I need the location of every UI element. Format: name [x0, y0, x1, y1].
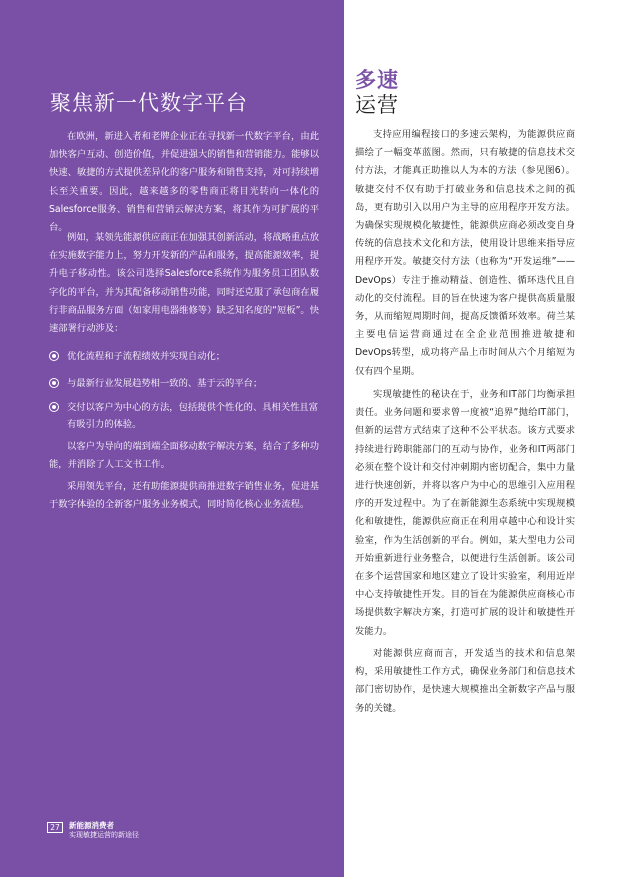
section-title: 聚焦新一代数字平台	[50, 91, 248, 115]
footer-subtitle: 实现敏捷运营的新途径	[69, 831, 139, 839]
heading-main: 运营	[355, 93, 399, 117]
left-paragraph-3: 以客户为导向的端到端全面移动数字解决方案，结合了多种功能，并消除了人工文书工作。	[49, 441, 319, 471]
right-paragraph-3: 对能源供应商而言，开发适当的技术和信息架构，采用敏捷性工作方式，确保业务部门和信息技术部门密切协作，是快速大规模推出全新数字产品与服务的关键。	[355, 648, 575, 714]
footer-title: 新能源消费者	[69, 821, 114, 830]
page-number: 27	[47, 822, 63, 833]
left-paragraph-4: 采用领先平台，还有助能源提供商推进数字销售业务，促进基于数字体验的全新客户服务业务模式，同时简化核心业务流程。	[49, 481, 319, 511]
heading-accent: 多速	[355, 68, 399, 92]
left-paragraph-2: 例如，某领先能源供应商正在加强其创新活动，将战略重点放在实施数字能力上，努力开发新的产品和服务，提高能源效率，提升电子移动性。该公司选择Salesforce系统作为服务员工团队数字化的平台，并为其配备移动销售功能，同时还克服了承包商在履行非商品服务方面（如家用电器维修等）缺乏知名度的“短板”。快速部署行动涉及：	[49, 232, 319, 335]
bullet-text: 与最新行业发展趋势相一致的、基于云的平台；	[67, 378, 263, 389]
bullet-item-3	[49, 399, 319, 433]
bullet-item-1	[49, 348, 319, 365]
bullet-text: 优化流程和子流程绩效并实现自动化；	[67, 351, 226, 362]
bullet-circle-icon	[49, 378, 59, 388]
bullet-text: 交付以客户为中心的方法，包括提供个性化的、具相关性且富有吸引力的体验。	[67, 402, 319, 430]
right-paragraph-2: 实现敏捷性的秘诀在于，业务和IT部门均衡承担责任。业务问题和要求曾一度被“追界”抛给IT部门，但新的运营方式结束了这种不公平状态。该方式要求持续进行跨职能部门的互动与协作，业务和IT两部门必须在整个设计和交付冲刺期内密切配合，集中力量进行快速创新，并将以客户为中心的思维引入应用程序的开发过程中。为了在新能源生态系统中实现规模化和敏捷性，能源供应商正在利用卓越中心和设计实验室，作为生活创新的平台。例如，某大型电力公司开始重新进行业务整合，以便进行生活创新。该公司在多个运营国家和地区建立了设计实验室，利用近岸中心支持敏捷性开发。目的旨在为能源供应商核心市场提供数字解决方案，打造可扩展的设计和敏捷性开发能力。	[355, 389, 575, 637]
left-paragraph-1: 在欧洲，新进入者和老牌企业正在寻找新一代数字平台，由此加快客户互动、创造价值，并促进强大的销售和营销能力。能够以快速、敏捷的方式提供差异化的客户服务和销售支持，对可持续增长至关重要。因此，越来越多的零售商正将目光转向一体化的Salesforce服务、销售和营销云解决方案，将其作为可扩展的平台。	[49, 131, 319, 234]
right-paragraph-1: 支持应用编程接口的多速云架构，为能源供应商描绘了一幅变革蓝图。然而，只有敏捷的信息技术交付方法，才能真正助推以人为本的方法（参见图6）。敏捷交付不仅有助于打破业务和信息技术之间的孤岛，更有助引入以用户为主导的应用程序开发方法。为确保实现规模化敏捷性，能源供应商必须改变自身传统的信息技术文化和方法，使用设计思维来指导应用程序开发。敏捷交付方法（也称为“开发运维”——DevOps）专注于推动精益、创造性、循环迭代且自动化的交付流程。目的旨在快速为客户提供高质量服务，从而缩短周期时间，提高反馈循环效率。荷兰某主要电信运营商通过在全企业范围推进敏捷和DevOps转型，成功将产品上市时间从六个月缩短为仅有四个星期。	[355, 129, 575, 377]
bullet-circle-icon	[49, 402, 59, 412]
bullet-circle-icon	[49, 351, 59, 361]
bullet-item-2	[49, 375, 319, 392]
